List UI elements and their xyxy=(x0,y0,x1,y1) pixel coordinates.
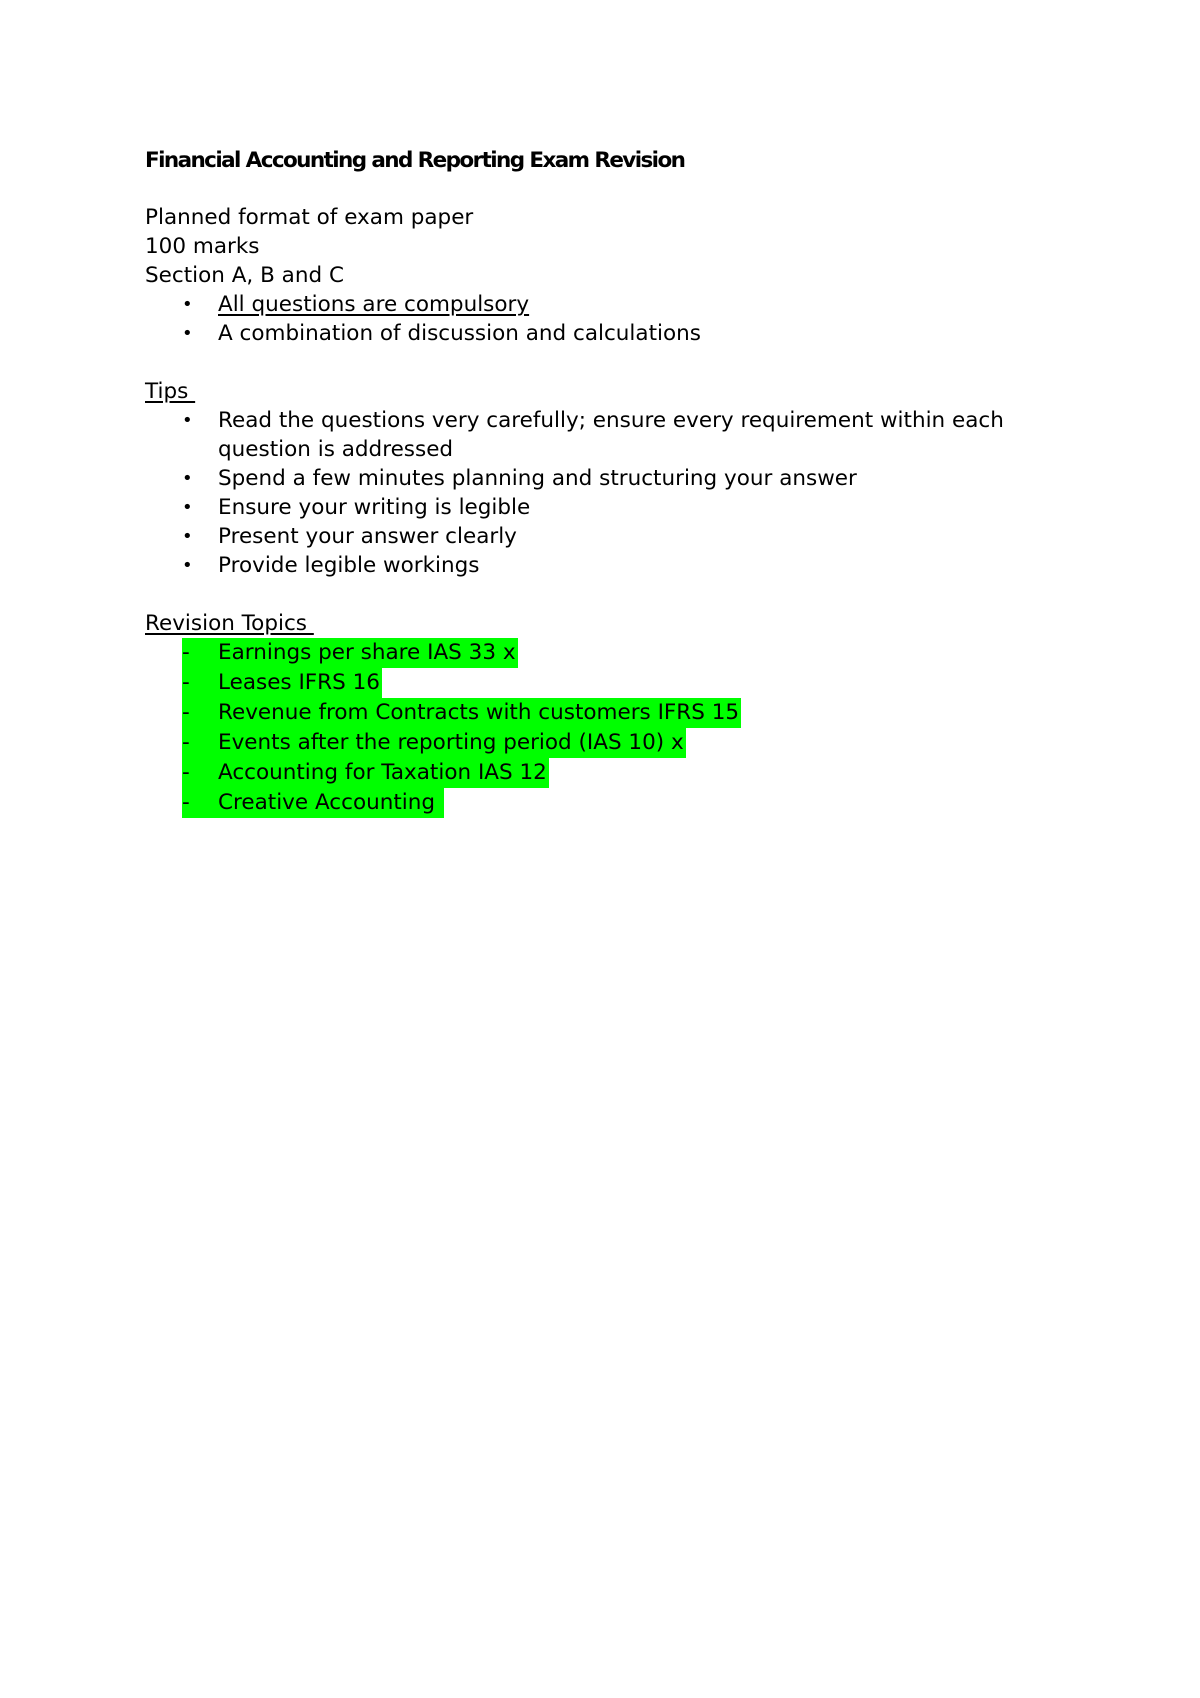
list-item xyxy=(145,319,1045,348)
dash-marker: - xyxy=(182,670,190,695)
highlighted-topic xyxy=(182,728,686,758)
list-item xyxy=(145,406,1045,464)
list-item xyxy=(145,698,1045,728)
bullet-icon: • xyxy=(182,497,193,518)
format-heading: Planned format of exam paper xyxy=(145,205,474,230)
marks-text: 100 marks xyxy=(145,234,260,259)
sections-text: Section A, B and C xyxy=(145,263,344,288)
bullet-icon: • xyxy=(182,526,193,547)
list-item-text: Provide legible workings xyxy=(218,553,480,578)
list-item xyxy=(145,788,1045,818)
list-item-text: Present your answer clearly xyxy=(218,524,517,549)
highlighted-topic xyxy=(182,788,444,818)
list-item-text: Ensure your writing is legible xyxy=(218,495,531,520)
list-item xyxy=(145,522,1045,551)
topic-text: Revenue from Contracts with customers IFRS 15 xyxy=(218,700,740,725)
dash-marker: - xyxy=(182,790,190,815)
list-item-text: Spend a few minutes planning and structuring your answer xyxy=(218,466,857,491)
dash-marker: - xyxy=(182,760,190,785)
document-title: Financial Accounting and Reporting Exam Revision xyxy=(145,148,685,173)
list-item xyxy=(145,493,1045,522)
dash-marker: - xyxy=(182,730,190,755)
topic-text: Accounting for Taxation IAS 12 xyxy=(218,760,547,785)
spacer xyxy=(145,580,1045,609)
bullet-icon: • xyxy=(182,323,193,344)
tips-heading: Tips xyxy=(145,379,196,404)
list-item xyxy=(145,728,1045,758)
list-item xyxy=(145,551,1045,580)
tips-list xyxy=(145,406,1045,580)
list-item-text: A combination of discussion and calculations xyxy=(218,321,701,346)
list-item xyxy=(145,464,1045,493)
list-item xyxy=(145,668,1045,698)
list-item xyxy=(145,758,1045,788)
bullet-icon: • xyxy=(182,410,193,431)
list-item xyxy=(145,638,1045,668)
revision-topics-list xyxy=(145,638,1045,818)
highlighted-topic xyxy=(182,698,741,728)
dash-marker: - xyxy=(182,700,190,725)
topic-text: Creative Accounting xyxy=(218,790,442,815)
highlighted-topic xyxy=(182,638,518,668)
topic-text: Leases IFRS 16 xyxy=(218,670,380,695)
topic-text: Earnings per share IAS 33 x xyxy=(218,640,516,665)
highlighted-topic xyxy=(182,758,549,788)
list-item-text: All questions are compulsory xyxy=(218,292,530,317)
list-item xyxy=(145,290,1045,319)
spacer xyxy=(145,348,1045,377)
topic-text: Events after the reporting period (IAS 10) x xyxy=(218,730,684,755)
format-bullet-list xyxy=(145,290,1045,348)
bullet-icon: • xyxy=(182,555,193,576)
revision-topics-heading: Revision Topics xyxy=(145,611,314,636)
bullet-icon: • xyxy=(182,294,193,315)
bullet-icon: • xyxy=(182,468,193,489)
highlighted-topic xyxy=(182,668,382,698)
document-body xyxy=(145,145,1045,818)
list-item-text: Read the questions very carefully; ensure every requirement within each question is addressed xyxy=(218,408,1004,462)
dash-marker: - xyxy=(182,640,190,665)
